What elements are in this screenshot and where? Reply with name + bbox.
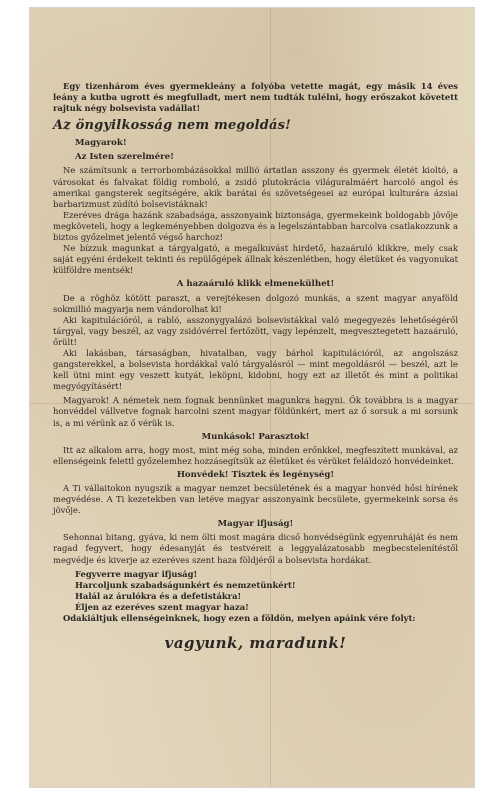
final-slogan: vagyunk, maradunk! [164, 634, 347, 653]
heading-hazaaruló-klikk: A hazaáruló klikk elmenekülhet! [176, 279, 335, 290]
intro-paragraph: Egy tizenhárom éves gyermekleány a folyóba vetette magát, egy másik 14 éves leány a kutba ugrott és megfulladt, mert nem tudták tulélni, hogy erőszakot követett rajtuk négy bolsevista vadállat! [53, 81, 458, 114]
slogan-1: Fegyverre magyar ifjuság! [75, 568, 198, 579]
greeting-magyarok: Magyarok! [75, 138, 127, 149]
slogan-4: Éljen az ezeréves szent magyar haza! [75, 601, 249, 612]
paragraph-4: De a röghöz kötött paraszt, a verejtékesen dolgozó munkás, a szent magyar anyaföld sokmillió magyarja nem vándorolhat ki! [53, 292, 458, 314]
paragraph-8: Itt az alkalom arra, hogy most, mint még soha, minden erőnkkel, megfeszített munkával, az ellenségeink felettl győzelemhez hozzásegítsük az életüket és vérüket feláldozó honvédeinket. [53, 444, 458, 466]
slogan-2: Harcoljunk szabadságunkért és nemzetünkért! [75, 579, 296, 590]
paragraph-2: Ezeréves drága hazánk szabadsága, asszonyaink biztonsága, gyermekeink boldogabb jövője megköveteli, hogy a legkeményebben dolgozva és a legelszántabban harcolva csatlakozzunk a biztos győzelmet jelentő végső harchoz! [53, 209, 458, 243]
heading-honvedek: Honvédek! Tisztek és legénység! [176, 469, 335, 480]
leaflet-text [53, 81, 458, 653]
heading-ifjusag: Magyar ifjuság! [217, 519, 294, 530]
paragraph-3: Ne bízzuk magunkat a tárgyalgató, a megalkuvást hirdető, hazaáruló klikkre, mely csak saját egyéni érdekeit tekinti és repülőgépek állnak készenlétben, hogy életüket és vagyonukat külföldre mentsék! [53, 243, 458, 276]
paragraph-5: Aki kapitulációról, a rabló, asszonygyalázó bolsevistákkal való megegyezés lehetőségéről tárgyal, vagy beszél, az vagy zsidóvérrel fertőzött, vagy lepénzelt, megvesztegetett hazaáruló, őrült! [53, 314, 458, 347]
heading-munkasok: Munkások! Parasztok! [201, 431, 310, 442]
paragraph-1: Ne számítsunk a terrorbombázásokkal millió ártatlan asszony és gyermek életét kioltó, a városokat és falvakat földig romboló, a zsidó plutokrácia világuralmáért harcoló angol és amerikai gangsterek segítségére, akik barátai és szövetségesei az európai kulturára ázsiai barbarizmust zúdító bolsevistáknak! [53, 165, 458, 209]
greeting-isten: Az Isten szerelmére! [75, 152, 174, 163]
slogan-3: Halál az árulókra és a defetistákra! [75, 590, 242, 601]
paragraph-7: Magyarok! A németek nem fognak bennünket magunkra hagyni. Ők továbbra is a magyar honvéddel vállvetve fognak harcolni szent magyar földünkért, mert az ő sorsuk a mi sorsunk is, a mi vérünk az ő vérük is. [53, 395, 458, 428]
paragraph-11: Odakiáltjuk ellenségeinknek, hogy ezen a földön, melyen apáink vére folyt: [63, 613, 416, 624]
paragraph-10: Sehonnai bitang, gyáva, ki nem ölti most magára dicső honvédségünk egyenruháját és nem ragad fegyvert, hogy édesanyját és testvéreit a leggyalázatosabb megbecstelenítéstől megvédje és kiverje az ezeréves szent haza földjéről a bolsevista hordákat. [53, 532, 458, 565]
main-heading: Az öngyilkosság nem megoldás! [53, 118, 292, 134]
paragraph-6: Aki lakásban, társaságban, hivatalban, vagy bárhol kapitulációról, az angolszász gangsterekkel, a bolsevista hordákkal való tárgyalásról — mint megoldásról — beszél, azt le kell ütni mint egy veszett kutyát, leköpni, kidobni, hogy ezt az illetőt és mint a politikai megyógyításért! [53, 347, 458, 392]
paragraph-9: A Ti vállaitokon nyugszik a magyar nemzet becsületének és a magyar honvéd hősi hírének megvédése. A Ti kezetekben van letéve magyar asszonyaink becsülete, gyermekeink sorsa és jövője. [53, 483, 458, 516]
